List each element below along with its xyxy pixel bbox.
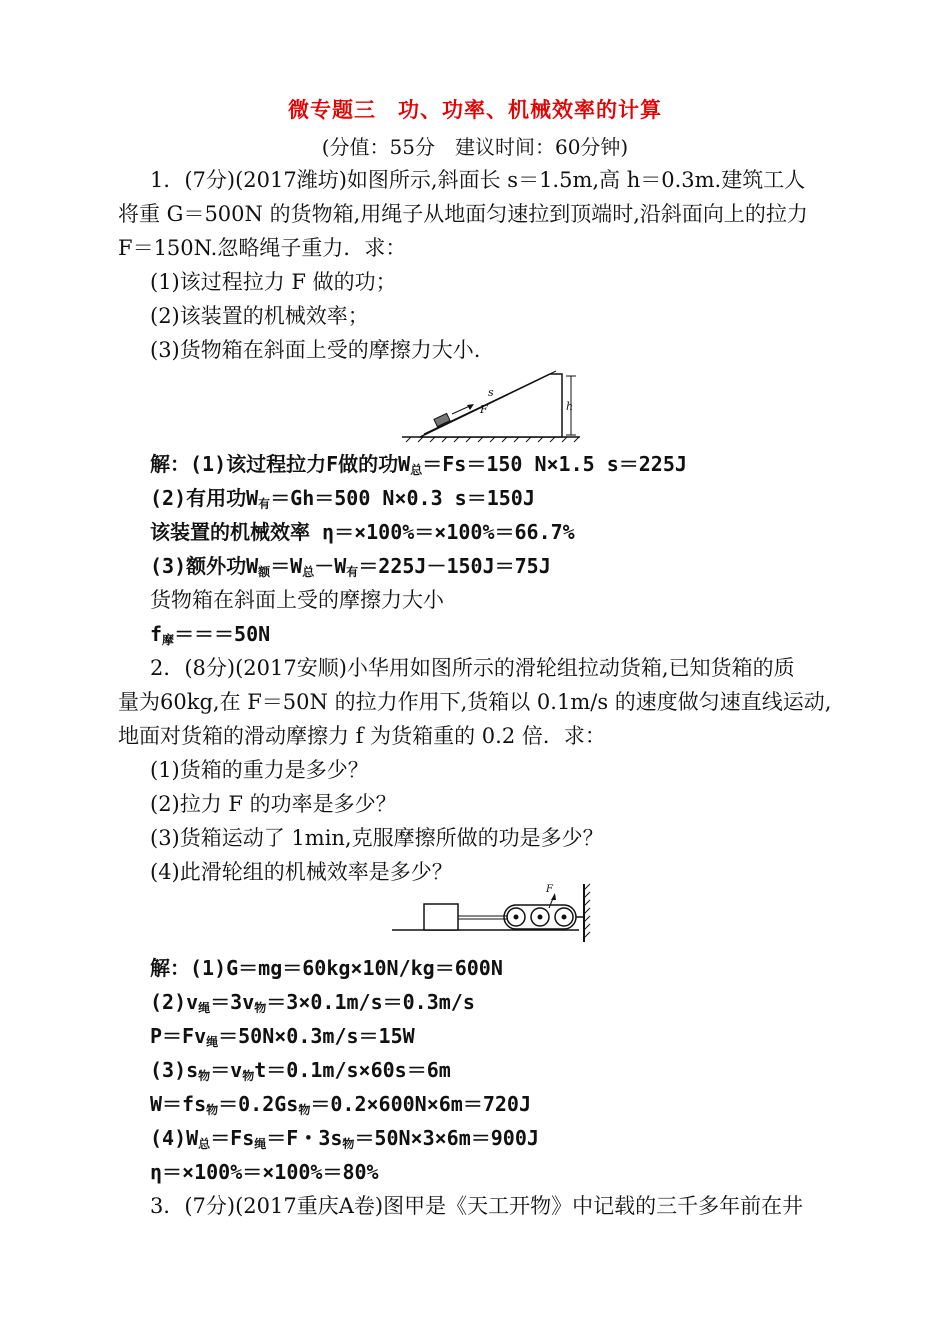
q2-stem-line-3: 地面对货箱的滑动摩擦力 f 为货箱重的 0.2 倍．求：	[118, 724, 606, 748]
q1-stem-line-2: 将重 G＝500N 的货物箱,用绳子从地面匀速拉到顶端时,沿斜面向上的拉力	[118, 202, 808, 226]
q2-solution-3: $P=Fv_绳=50N\times 0.3m/s=15W$	[150, 1024, 415, 1049]
label-f: F	[480, 403, 488, 416]
q2-stem-line-2: 量为60kg,在 F＝50N 的拉力作用下,货箱以 0.1m/s 的速度做匀速直线运动,	[118, 690, 832, 714]
cargo-crate	[424, 904, 458, 930]
page-title: 微专题三 功、功率、机械效率的计算	[288, 97, 662, 122]
page-subtitle: (分值：55分 建议时间：60分钟)	[321, 135, 629, 159]
q1-part-2: (2)该装置的机械效率；	[150, 304, 369, 328]
label-s: s	[488, 386, 494, 399]
q2-stem-line-1: 2．(8分)(2017安顺)小华用如图所示的滑轮组拉动货箱,已知货箱的质	[150, 656, 795, 680]
q1-stem-line-1: 1．(7分)(2017潍坊)如图所示,斜面长 s＝1.5m,高 h＝0.3m.建筑工人	[150, 168, 806, 192]
q1-solution-2: (2)有用功$W_有=Gh=500$ N×0.3 s＝150J	[150, 486, 535, 511]
q2-solution-1: 解：(1)G＝mg＝60kg×10N/kg＝600N	[150, 956, 503, 980]
q2-part-1: (1)货箱的重力是多少？	[150, 758, 369, 782]
q2-solution-5: $W=fs_物=0.2Gs_物=0.2\times 600N\times 6m=720J$	[150, 1092, 531, 1117]
incline-figure	[398, 368, 584, 444]
q1-solution-6: $f_摩===50N$	[150, 622, 271, 647]
q3-stem-line-1: 3．(7分)(2017重庆A卷)图甲是《天工开物》中记载的三千多年前在井	[150, 1194, 804, 1218]
q1-solution-4: (3)额外功$W_额=W_总-W_有=225J-150J=75J$	[150, 554, 551, 579]
q1-solution-3: 该装置的机械效率 η＝×100%＝×100%＝66.7%	[150, 520, 575, 544]
q2-part-2: (2)拉力 F 的功率是多少？	[150, 792, 397, 816]
q2-solution-2: $(2)v_绳=3v_物=3\times 0.1m/s=0.3m/s$	[150, 990, 475, 1015]
q1-part-3: (3)货物箱在斜面上受的摩擦力大小.	[150, 338, 481, 362]
label-h: h	[566, 400, 574, 413]
q1-solution-1: 解：(1)该过程拉力F做的功$W_总=Fs=150$ N×1.5 s＝225J	[150, 452, 687, 477]
label-f-pulley: F	[546, 884, 553, 895]
q2-solution-4: $(3)s_物=v_物t=0.1m/s\times 60s=6m$	[150, 1058, 451, 1083]
q2-part-4: (4)此滑轮组的机械效率是多少？	[150, 860, 453, 884]
pulley-figure	[384, 880, 606, 944]
q2-part-3: (3)货箱运动了 1min,克服摩擦所做的功是多少？	[150, 826, 604, 850]
incline-ramp	[420, 374, 562, 437]
q2-solution-7: η＝×100%＝×100%＝80%	[150, 1160, 379, 1184]
q2-solution-6: $(4)W_总=Fs_绳=F$・$3s_物=50N\times 3\times 6m=900J$	[150, 1126, 539, 1151]
q1-part-1: (1)该过程拉力 F 做的功；	[150, 270, 397, 294]
q1-solution-5: 货物箱在斜面上受的摩擦力大小	[150, 588, 444, 612]
q1-stem-line-3: F＝150N.忽略绳子重力．求：	[118, 236, 407, 260]
